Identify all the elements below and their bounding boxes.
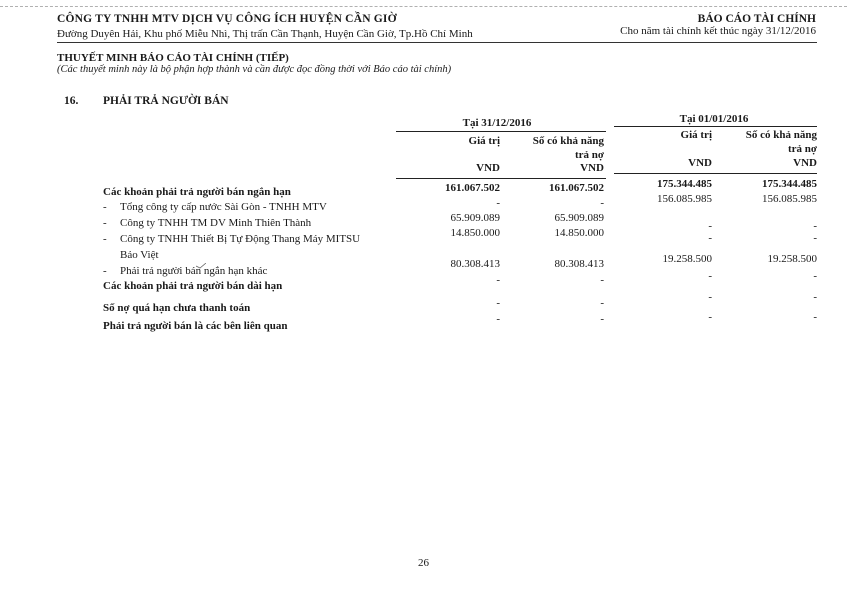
- row-label-minh-thien-thanh: - Công ty TNHH TM DV Minh Thiên Thành: [103, 217, 312, 229]
- period-header-1: Tại 31/12/2016: [462, 117, 532, 129]
- row-2-ability-2: -: [813, 220, 817, 232]
- row-5-value-2: -: [708, 270, 712, 282]
- row-3-ability-1: 14.850.000: [554, 227, 604, 239]
- row-4-value-1: 80.308.413: [450, 258, 500, 270]
- scan-edge-dashes: [0, 6, 847, 7]
- period-1-rule: [396, 131, 606, 132]
- row-1-value-2: 156.085.985: [657, 193, 712, 205]
- section-subtitle: (Các thuyết minh này là bộ phận hợp thành và cần được đọc đồng thời với Báo cáo tài chính): [57, 64, 452, 75]
- row-3-ability-2: -: [813, 232, 817, 244]
- header-bottom-rule-1: [396, 178, 606, 179]
- col-ability-2-header-l1: Số có khả năng: [745, 129, 817, 141]
- row-2-value-1: 65.909.089: [450, 212, 500, 224]
- header-bottom-rule-2: [614, 173, 817, 174]
- handwritten-tick-mark: [196, 263, 206, 269]
- row-6-ability-2: -: [813, 291, 817, 303]
- row-7-ability-1: -: [600, 313, 604, 325]
- row-5-value-1: -: [496, 274, 500, 286]
- row-6-ability-1: -: [600, 297, 604, 309]
- header-rule: [57, 42, 817, 43]
- company-address: Đường Duyên Hải, Khu phố Miễu Nhì, Thị trấn Cần Thạnh, Huyện Cần Giờ, Tp.Hồ Chí Minh: [57, 28, 473, 40]
- col-ability-1-header-l2: trả nợ: [574, 149, 604, 161]
- row-3-value-1: 14.850.000: [450, 227, 500, 239]
- report-period: Cho năm tài chính kết thúc ngày 31/12/2016: [620, 25, 816, 37]
- col-ability-1-unit: VND: [580, 162, 604, 174]
- row-0-ability-2: 175.344.485: [762, 178, 817, 190]
- row-7-value-2: -: [708, 311, 712, 323]
- row-4-ability-2: 19.258.500: [767, 253, 817, 265]
- row-5-ability-2: -: [813, 270, 817, 282]
- period-header-2: Tại 01/01/2016: [679, 113, 749, 125]
- col-value-1-unit: VND: [476, 162, 500, 174]
- col-value-1-header: Giá trị: [468, 135, 500, 147]
- period-2-rule: [614, 126, 817, 127]
- row-label-long-term: Các khoản phải trả người bán dài hạn: [103, 280, 283, 292]
- row-label-overdue: Số nợ quá hạn chưa thanh toán: [103, 302, 251, 314]
- row-0-value-1: 161.067.502: [445, 182, 500, 194]
- row-7-ability-2: -: [813, 311, 817, 323]
- row-4-ability-1: 80.308.413: [554, 258, 604, 270]
- report-title: BÁO CÁO TÀI CHÍNH: [697, 13, 816, 25]
- row-label-other-short-term: - Phải trả người bán ngắn hạn khác: [103, 265, 268, 277]
- row-2-value-2: -: [708, 220, 712, 232]
- row-0-value-2: 175.344.485: [657, 178, 712, 190]
- row-2-ability-1: 65.909.089: [554, 212, 604, 224]
- col-ability-1-header-l1: Số có khả năng: [532, 135, 604, 147]
- company-name: CÔNG TY TNHH MTV DỊCH VỤ CÔNG ÍCH HUYỆN CẦN GIỜ: [57, 13, 397, 25]
- row-5-ability-1: -: [600, 274, 604, 286]
- note-number: 16.: [64, 95, 79, 107]
- section-title: THUYẾT MINH BÁO CÁO TÀI CHÍNH (TIẾP): [57, 52, 289, 64]
- row-label-mitsu: - Công ty TNHH Thiết Bị Tự Động Thang Máy MITSU: [103, 233, 361, 245]
- page-number: 26: [418, 557, 429, 569]
- row-label-short-term: Các khoản phải trả người bán ngắn hạn: [103, 186, 291, 198]
- row-label-saigon-water: - Tổng công ty cấp nước Sài Gòn - TNHH MTV: [103, 201, 327, 213]
- col-value-2-header: Giá trị: [680, 129, 712, 141]
- row-label-mitsu-line2: Bảo Việt: [120, 249, 159, 261]
- col-ability-2-unit: VND: [793, 157, 817, 169]
- row-1-ability-1: -: [600, 197, 604, 209]
- row-6-value-2: -: [708, 291, 712, 303]
- col-value-2-unit: VND: [688, 157, 712, 169]
- row-label-related-parties: Phải trả người bán là các bên liên quan: [103, 320, 288, 332]
- col-ability-2-header-l2: trả nợ: [787, 143, 817, 155]
- row-3-value-2: -: [708, 232, 712, 244]
- row-6-value-1: -: [496, 297, 500, 309]
- row-7-value-1: -: [496, 313, 500, 325]
- row-0-ability-1: 161.067.502: [549, 182, 604, 194]
- row-1-value-1: -: [496, 197, 500, 209]
- row-4-value-2: 19.258.500: [662, 253, 712, 265]
- row-1-ability-2: 156.085.985: [762, 193, 817, 205]
- note-title: PHẢI TRẢ NGƯỜI BÁN: [103, 95, 229, 107]
